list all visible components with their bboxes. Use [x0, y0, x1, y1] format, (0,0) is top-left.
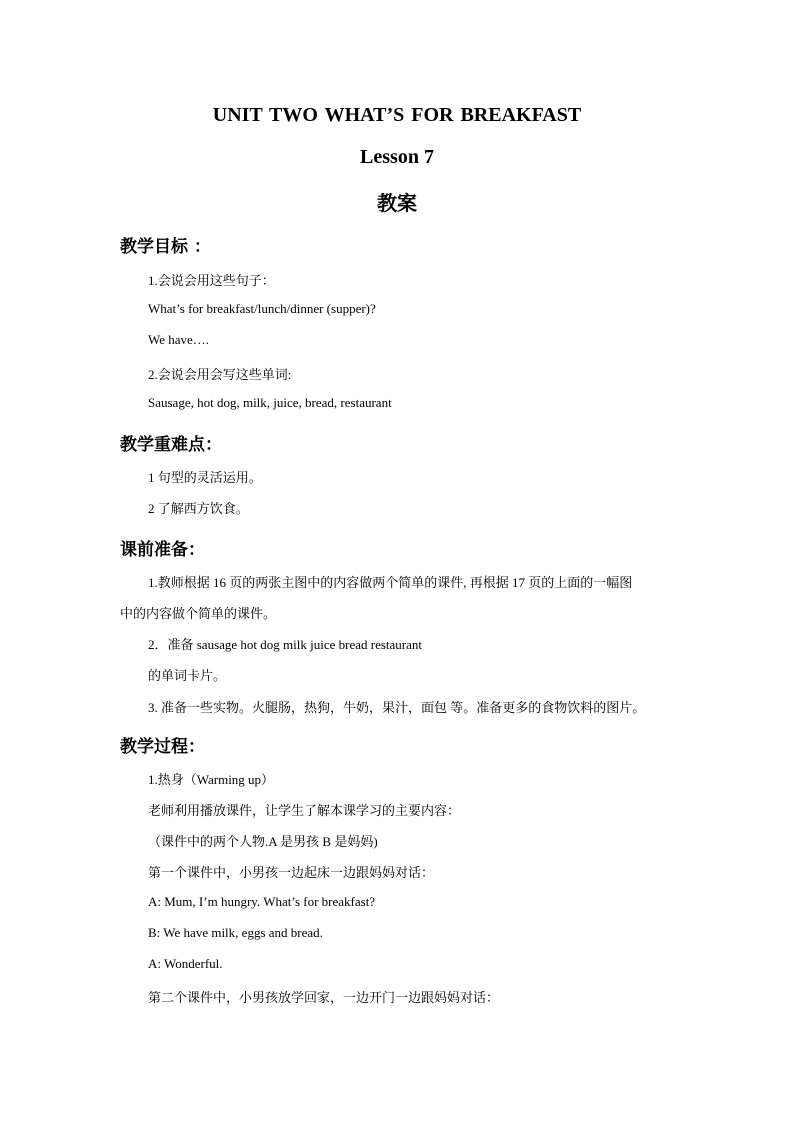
objective-line: What’s for breakfast/lunch/dinner (supper)? — [148, 301, 376, 316]
preparation-line: 1.教师根据 16 页的两张主图中的内容做两个简单的课件, 再根据 17 页的上面的一幅图 — [148, 575, 633, 590]
process-line: 第二个课件中，小男孩放学回家，一边开门一边跟妈妈对话： — [148, 990, 500, 1005]
objective-line: Sausage, hot dog, milk, juice, bread, restaurant — [148, 395, 392, 410]
objective-line: 1.会说会用这些句子： — [148, 273, 275, 288]
doc-type-title: 教案 — [377, 191, 417, 215]
key-points-heading: 教学重难点： — [120, 435, 222, 455]
preparation-heading: 课前准备： — [120, 540, 205, 560]
process-heading: 教学过程： — [120, 737, 205, 757]
process-line: 1.热身（Warming up） — [148, 772, 275, 787]
key-point-line: 2 了解西方饮食。 — [148, 501, 249, 516]
preparation-line: 中的内容做个简单的课件。 — [120, 606, 277, 621]
preparation-line: 3. 准备一些实物。火腿肠，热狗，牛奶，果汁，面包 等。准备更多的食物饮料的图片。 — [148, 700, 646, 715]
objective-line: We have…. — [148, 332, 210, 347]
preparation-line: 的单词卡片。 — [148, 668, 227, 683]
process-line: 老师利用播放课件，让学生了解本课学习的主要内容： — [148, 803, 461, 818]
objective-line: 2.会说会用会写这些单词: — [148, 367, 292, 382]
key-point-line: 1 句型的灵活运用。 — [148, 470, 262, 485]
process-line: 第一个课件中，小男孩一边起床一边跟妈妈对话： — [148, 865, 435, 880]
unit-title: UNIT TWO WHAT’S FOR BREAKFAST — [212, 104, 582, 126]
process-line: B: We have milk, eggs and bread. — [148, 925, 323, 940]
objectives-heading: 教学目标 ： — [120, 237, 211, 257]
preparation-line: 2．准备 sausage hot dog milk juice bread restaurant — [148, 637, 423, 652]
process-line: A: Wonderful. — [148, 956, 223, 971]
process-line: A: Mum, I’m hungry. What’s for breakfast? — [148, 894, 376, 909]
process-line: （课件中的两个人物.A 是男孩 B 是妈妈) — [148, 834, 378, 849]
lesson-title: Lesson 7 — [360, 146, 434, 168]
